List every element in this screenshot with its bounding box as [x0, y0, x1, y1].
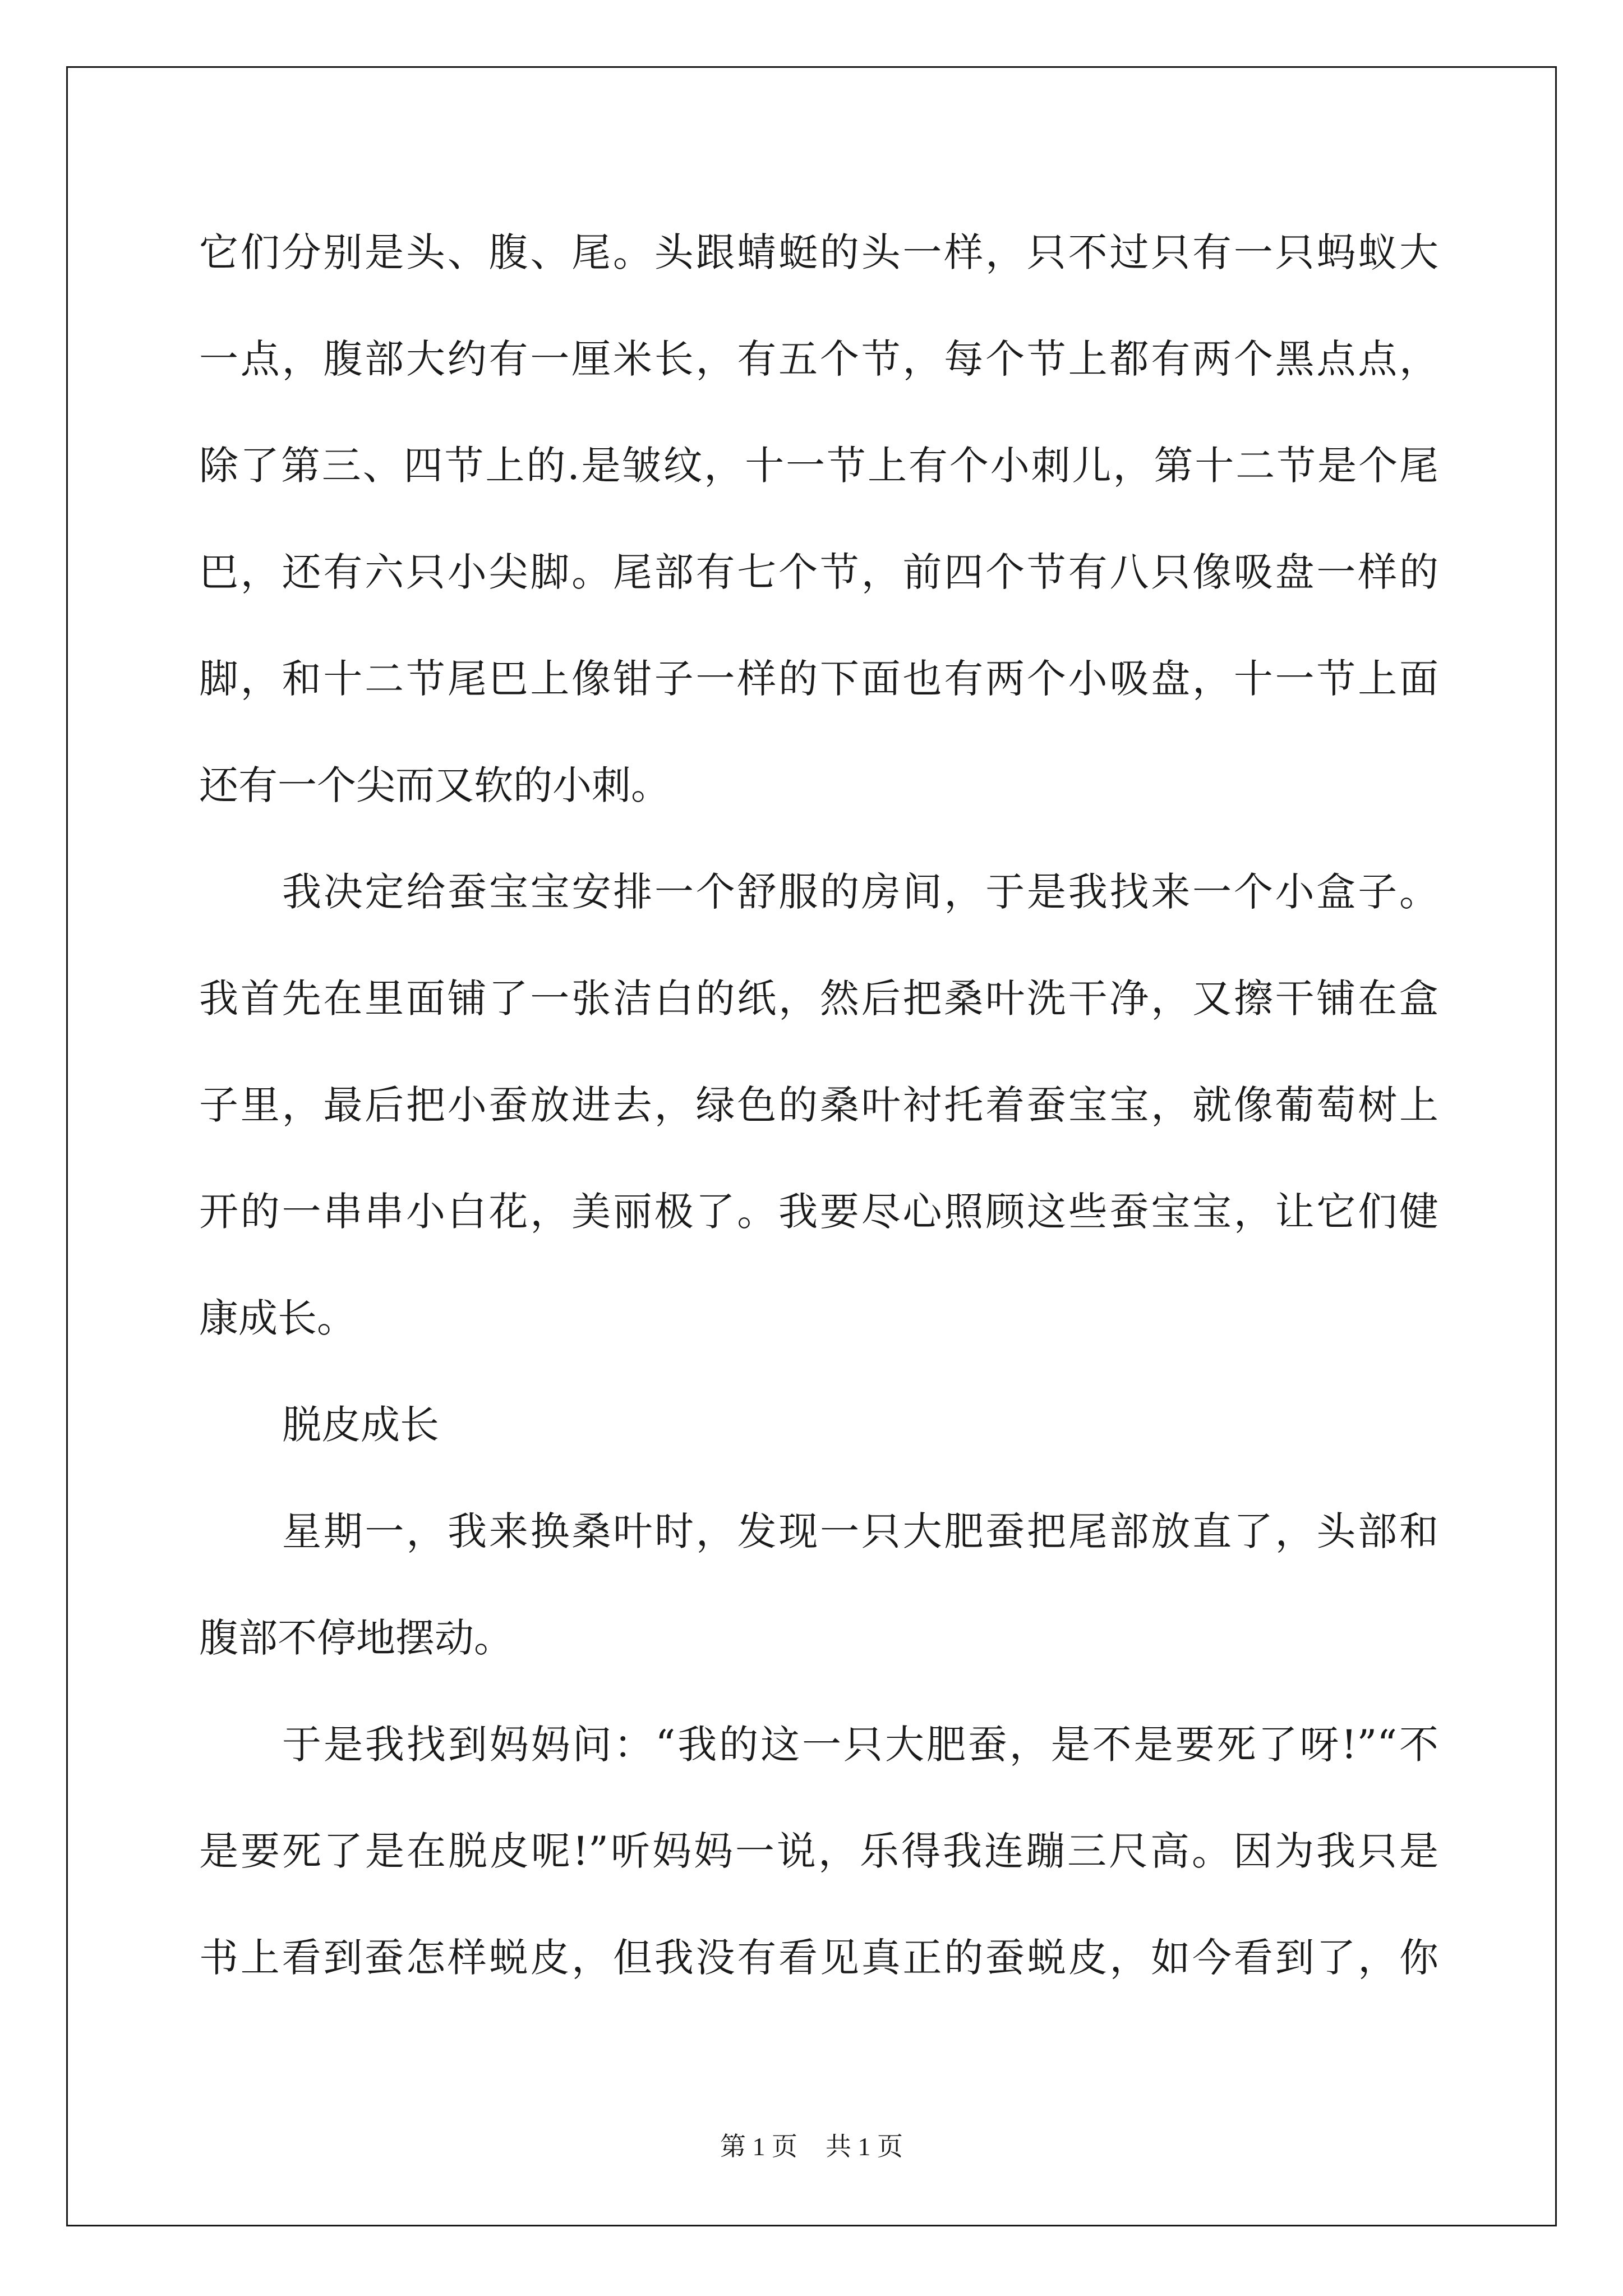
text-line: 是要死了是在脱皮呢!”听妈妈一说，乐得我连蹦三尺高。因为我只是: [199, 1828, 1438, 1874]
text-line: 书上看到蚕怎样蜕皮，但我没有看见真正的蚕蜕皮，如今看到了，你: [199, 1935, 1438, 1981]
text-line: 一点，腹部大约有一厘米长，有五个节，每个节上都有两个黑点点，: [199, 336, 1438, 382]
text-line: 腹部不停地摆动。: [199, 1615, 513, 1661]
text-line: 脚，和十二节尾巴上像钳子一样的下面也有两个小吸盘，十一节上面: [199, 656, 1438, 702]
text-line: 还有一个尖而又软的小刺。: [199, 762, 670, 808]
text-line: 开的一串串小白花，美丽极了。我要尽心照顾这些蚕宝宝，让它们健: [199, 1189, 1438, 1235]
text-line: 巴，还有六只小尖脚。尾部有七个节，前四个节有八只像吸盘一样的: [199, 549, 1438, 595]
text-line: 除了第三、四节上的.是皱纹，十一节上有个小刺儿，第十二节是个尾: [199, 443, 1438, 489]
text-line: 我首先在里面铺了一张洁白的纸，然后把桑叶洗干净，又擦干铺在盒: [199, 976, 1438, 1022]
paragraph-first-line: 于是我找到妈妈问：“我的这一只大肥蚕，是不是要死了呀!”“不: [282, 1722, 1438, 1768]
page-number-label: 第 1 页: [720, 2132, 797, 2161]
total-pages-label: 共 1 页: [826, 2132, 903, 2161]
page-footer: [0, 2126, 1623, 2163]
text-line: 它们分别是头、腹、尾。头跟蜻蜓的头一样，只不过只有一只蚂蚁大: [199, 229, 1438, 275]
text-line: 子里，最后把小蚕放进去，绿色的桑叶衬托着蚕宝宝，就像葡萄树上: [199, 1082, 1438, 1128]
section-heading: 脱皮成长: [282, 1402, 439, 1448]
text-line: 康成长。: [199, 1295, 356, 1341]
paragraph-first-line: 星期一，我来换桑叶时，发现一只大肥蚕把尾部放直了，头部和: [282, 1508, 1438, 1554]
paragraph-first-line: 我决定给蚕宝宝安排一个舒服的房间，于是我找来一个小盒子。: [282, 869, 1438, 915]
